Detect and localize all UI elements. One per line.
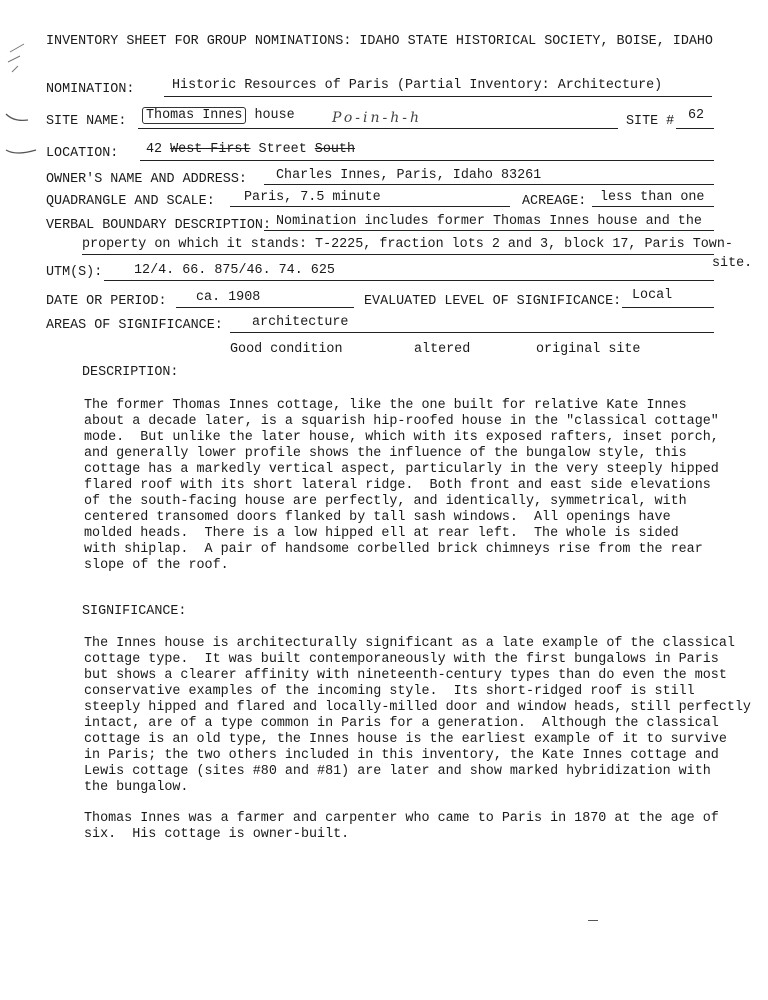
boundary-line-3: site. bbox=[712, 256, 753, 271]
significance-line: but shows a clearer affinity with nineteenth-century types than do even the most bbox=[84, 668, 727, 683]
utm-rule bbox=[104, 280, 714, 281]
significance-line: intact, are of a type common in Paris for a generation. Although the classical bbox=[84, 716, 719, 731]
significance-line: Lewis cottage (sites #80 and #81) are later and show marked hybridization with bbox=[84, 764, 711, 779]
description-line: of the south-facing house are perfectly, and identically, symmetrical, with bbox=[84, 494, 687, 509]
site-name-boxed: Thomas Innes bbox=[142, 107, 246, 124]
significance-line: cottage is an old type, the Innes house is the earliest example of it to survive bbox=[84, 732, 727, 747]
areas-label: AREAS OF SIGNIFICANCE: bbox=[46, 318, 223, 333]
significance-line: cottage type. It was built contemporaneously with the first bungalows in Paris bbox=[84, 652, 719, 667]
acreage-label: ACREAGE: bbox=[522, 194, 587, 209]
condition-original-site: original site bbox=[536, 342, 641, 357]
bottom-stray-mark bbox=[588, 920, 598, 921]
significance-level-label: EVALUATED LEVEL OF SIGNIFICANCE: bbox=[364, 294, 622, 309]
condition-good: Good condition bbox=[230, 342, 343, 357]
description-line: cottage has a markedly vertical aspect, particularly in the very steeply hipped bbox=[84, 462, 719, 477]
significance-line: The Innes house is architecturally significant as a late example of the classical bbox=[84, 636, 735, 651]
utm-label: UTM(S): bbox=[46, 265, 103, 280]
description-line: about a decade later, is a squarish hip-roofed house in the "classical cottage" bbox=[84, 414, 719, 429]
site-name-rule bbox=[138, 128, 618, 129]
location-number: 42 bbox=[146, 142, 163, 157]
acreage-rule bbox=[592, 206, 714, 207]
description-line: with shiplap. A pair of handsome corbelled brick chimneys rise from the rear bbox=[84, 542, 703, 557]
description-heading: DESCRIPTION: bbox=[82, 365, 179, 380]
date-rule bbox=[176, 307, 354, 308]
quadrangle-label: QUADRANGLE AND SCALE: bbox=[46, 194, 215, 209]
site-number-rule bbox=[676, 128, 714, 129]
location-rule bbox=[140, 160, 714, 161]
location-struck-west-first: West First bbox=[170, 142, 251, 157]
site-number-label: SITE # bbox=[626, 114, 675, 129]
description-line: flared roof with its short lateral ridge. Both front and east side elevations bbox=[84, 478, 711, 493]
location-street: Street bbox=[258, 142, 307, 157]
date-value: ca. 1908 bbox=[196, 290, 261, 305]
owner-rule bbox=[264, 184, 714, 185]
site-name-rest: house bbox=[254, 108, 295, 123]
site-name-handwritten: Po-in-h-h bbox=[332, 110, 422, 126]
significance-line: conservative examples of the incoming style. Its short-ridged roof is still bbox=[84, 684, 695, 699]
nomination-rule bbox=[164, 96, 712, 97]
description-line: centered transomed doors flanked by tall sash windows. All openings have bbox=[84, 510, 671, 525]
significance-level-rule bbox=[622, 307, 714, 308]
description-line: mode. But unlike the later house, which with its exposed rafters, inset porch, bbox=[84, 430, 719, 445]
condition-altered: altered bbox=[414, 342, 471, 357]
significance-body-extra bbox=[84, 811, 744, 843]
areas-value: architecture bbox=[252, 315, 349, 330]
areas-rule bbox=[230, 332, 714, 333]
significance-level-value: Local bbox=[632, 288, 673, 303]
description-line: and generally lower profile shows the influence of the bungalow style, this bbox=[84, 446, 687, 461]
nomination-label: NOMINATION: bbox=[46, 82, 135, 97]
boundary-line-2: property on which it stands: T-2225, fraction lots 2 and 3, block 17, Paris Town- bbox=[82, 237, 733, 252]
site-name-value bbox=[142, 108, 295, 124]
boundary-line-1: Nomination includes former Thomas Innes house and the bbox=[276, 214, 702, 229]
quadrangle-value: Paris, 7.5 minute bbox=[244, 190, 381, 205]
description-line: molded heads. There is a low hipped ell at rear left. The whole is sided bbox=[84, 526, 679, 541]
description-line: slope of the roof. bbox=[84, 558, 229, 573]
nomination-value: Historic Resources of Paris (Partial Inventory: Architecture) bbox=[172, 78, 663, 93]
boundary-rule-2 bbox=[82, 254, 714, 255]
quadrangle-rule bbox=[230, 206, 510, 207]
significance-line: steeply hipped and flared and locally-milled door and window heads, still perfectly bbox=[84, 700, 751, 715]
location-value bbox=[146, 142, 355, 158]
site-number-value: 62 bbox=[688, 108, 705, 123]
owner-label: OWNER'S NAME AND ADDRESS: bbox=[46, 172, 247, 187]
margin-pencil-marks bbox=[0, 0, 50, 170]
utm-value: 12/4. 66. 875/46. 74. 625 bbox=[134, 263, 335, 278]
significance-line: six. His cottage is owner-built. bbox=[84, 827, 350, 842]
description-line: The former Thomas Innes cottage, like the one built for relative Kate Innes bbox=[84, 398, 687, 413]
location-struck-south: South bbox=[314, 142, 355, 157]
significance-line: in Paris; the two others included in this inventory, the Kate Innes cottage and bbox=[84, 748, 719, 763]
description-body bbox=[84, 398, 744, 574]
significance-line: the bungalow. bbox=[84, 780, 189, 795]
significance-line: Thomas Innes was a farmer and carpenter who came to Paris in 1870 at the age of bbox=[84, 811, 719, 826]
date-label: DATE OR PERIOD: bbox=[46, 294, 167, 309]
significance-body bbox=[84, 636, 751, 796]
acreage-value: less than one bbox=[600, 190, 705, 205]
location-label: LOCATION: bbox=[46, 146, 119, 161]
boundary-label: VERBAL BOUNDARY DESCRIPTION: bbox=[46, 218, 271, 233]
significance-heading: SIGNIFICANCE: bbox=[82, 604, 187, 619]
site-name-label: SITE NAME: bbox=[46, 114, 127, 129]
boundary-rule-1 bbox=[264, 230, 714, 231]
form-header-title: INVENTORY SHEET FOR GROUP NOMINATIONS: IDAHO STATE HISTORICAL SOCIETY, BOISE, IDAHO bbox=[46, 34, 713, 49]
owner-value: Charles Innes, Paris, Idaho 83261 bbox=[276, 168, 542, 183]
